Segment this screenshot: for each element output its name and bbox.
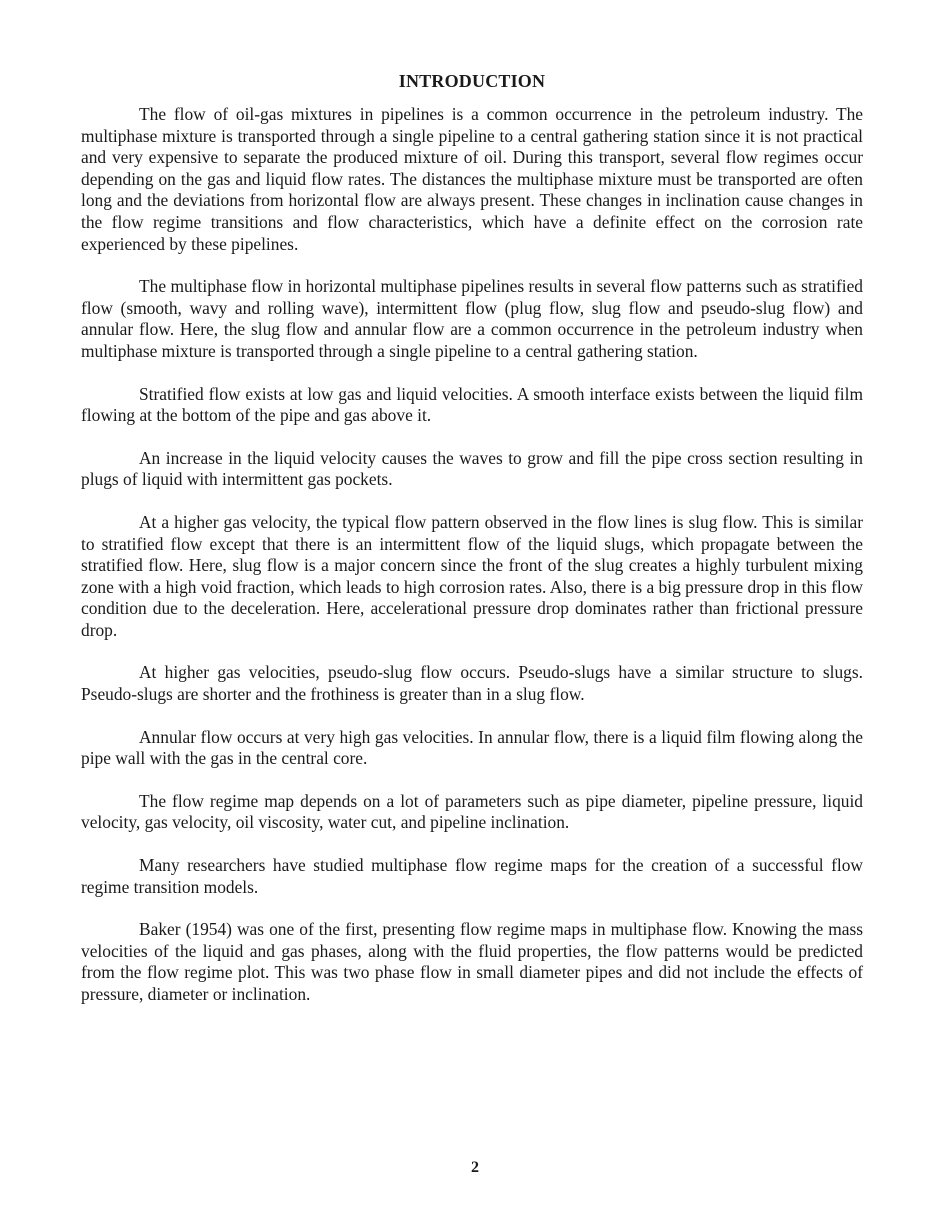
paragraph-flow-regime-map: The flow regime map depends on a lot of parameters such as pipe diameter, pipeline pressure, liquid velocity, gas velocity, oil viscosity, water cut, and pipeline inclination. xyxy=(81,790,863,833)
page-number: 2 xyxy=(471,1159,479,1176)
paragraph-stratified-flow: Stratified flow exists at low gas and liquid velocities. A smooth interface exists between the liquid film flowing at the bottom of the pipe and gas above it. xyxy=(81,383,863,426)
paragraph-flow-patterns: The multiphase flow in horizontal multiphase pipelines results in several flow patterns such as stratified flow (smooth, wavy and rolling wave), intermittent flow (plug flow, slug flow and pseudo-slug flow) and annular flow. Here, the slug flow and annular flow are a common occurrence in the petroleum industry when multiphase mixture is transported through a single pipeline to a central gathering station. xyxy=(81,276,863,361)
paragraph-baker-1954: Baker (1954) was one of the first, presenting flow regime maps in multiphase flow. Knowing the mass velocities of the liquid and gas phases, along with the fluid properties, the flow patterns would be predicted from the flow regime plot. This was two phase flow in small diameter pipes and did not include the effects of pressure, diameter or inclination. xyxy=(81,919,863,1004)
paragraph-intro-oil-gas-flow: The flow of oil-gas mixtures in pipelines is a common occurrence in the petroleum industry. The multiphase mixture is transported through a single pipeline to a central gathering station since it is not practical and very expensive to separate the produced mixture of oil. During this transport, several flow regimes occur depending on the gas and liquid flow rates. The distances the multiphase mixture must be transported are often long and the deviations from horizontal flow are always present. These changes in inclination cause changes in the flow regime transitions and flow characteristics, which have a definite effect on the corrosion rate experienced by these pipelines. xyxy=(81,104,863,254)
paragraph-pseudo-slug-flow: At higher gas velocities, pseudo-slug flow occurs. Pseudo-slugs have a similar structure to slugs. Pseudo-slugs are shorter and the frothiness is greater than in a slug flow. xyxy=(81,662,863,705)
page-title: INTRODUCTION xyxy=(398,71,546,91)
paragraph-slug-flow: At a higher gas velocity, the typical flow pattern observed in the flow lines is slug flow. This is similar to stratified flow except that there is an intermittent flow of the liquid slugs, which propagate between the stratified flow. Here, slug flow is a major concern since the front of the slug creates a highly turbulent mixing zone with a high void fraction, which leads to high corrosion rates. Also, there is a big pressure drop in this flow condition due to the deceleration. Here, accelerational pressure drop dominates rather than frictional pressure drop. xyxy=(81,511,863,640)
paragraph-plug-flow: An increase in the liquid velocity causes the waves to grow and fill the pipe cross section resulting in plugs of liquid with intermittent gas pockets. xyxy=(81,447,863,490)
paragraph-researchers: Many researchers have studied multiphase flow regime maps for the creation of a successful flow regime transition models. xyxy=(81,855,863,897)
document-page xyxy=(81,68,863,1027)
paragraph-annular-flow: Annular flow occurs at very high gas velocities. In annular flow, there is a liquid film flowing along the pipe wall with the gas in the central core. xyxy=(81,726,863,769)
